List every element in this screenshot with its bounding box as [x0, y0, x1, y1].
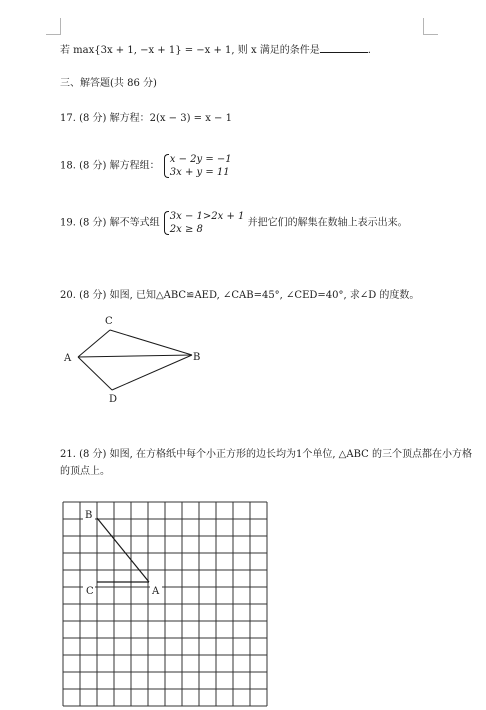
- question-19-suffix: 并把它们的解集在数轴上表示出来。: [247, 217, 408, 229]
- inequality-1: 3x − 1>2x + 1: [169, 211, 245, 222]
- question-16-text: 若 max{3x + 1, −x + 1} = −x + 1, 则 x 满足的条件是: [60, 45, 320, 56]
- question-17: 17. (8 分) 解方程：2(x − 3) = x − 1: [60, 113, 232, 124]
- question-21-line-1: 21. (8 分) 如图, 在方格纸中每个小正方形的边长均为1个单位, △ABC 的三个顶点都在小方格: [60, 449, 472, 460]
- segment-ac: [78, 330, 110, 357]
- segment-db: [112, 355, 192, 390]
- section-heading: 三、解答题(共 86 分): [60, 78, 157, 89]
- grid-label-a: A: [152, 586, 160, 597]
- segment-ba: [97, 518, 149, 582]
- question-20: 20. (8 分) 如图, 已知△ABC≌AED, ∠CAB=45°, ∠CED=40°, 求∠D 的度数。: [60, 290, 420, 301]
- equation-1: x − 2y = −1: [169, 154, 232, 165]
- grid-label-b: B: [85, 510, 93, 521]
- segment-cb: [110, 330, 192, 355]
- label-a: A: [64, 353, 72, 364]
- equation-2: 3x + y = 11: [169, 167, 230, 178]
- question-21-line-2: 的顶点上。: [60, 466, 110, 477]
- segment-ab: [78, 355, 192, 357]
- question-18-label: 18. (8 分) 解方程组：: [60, 160, 160, 172]
- quadrilateral-figure: [63, 316, 200, 405]
- grid-label-c: C: [86, 586, 94, 597]
- label-b: B: [193, 352, 201, 363]
- question-16-suffix: .: [367, 45, 371, 56]
- question-19-label: 19. (8 分) 解不等式组: [60, 217, 160, 229]
- inequality-2: 2x ≥ 8: [169, 224, 203, 235]
- segment-ad: [78, 357, 112, 390]
- label-c: C: [105, 316, 113, 327]
- label-d: D: [109, 394, 118, 405]
- square-grid: [63, 502, 267, 706]
